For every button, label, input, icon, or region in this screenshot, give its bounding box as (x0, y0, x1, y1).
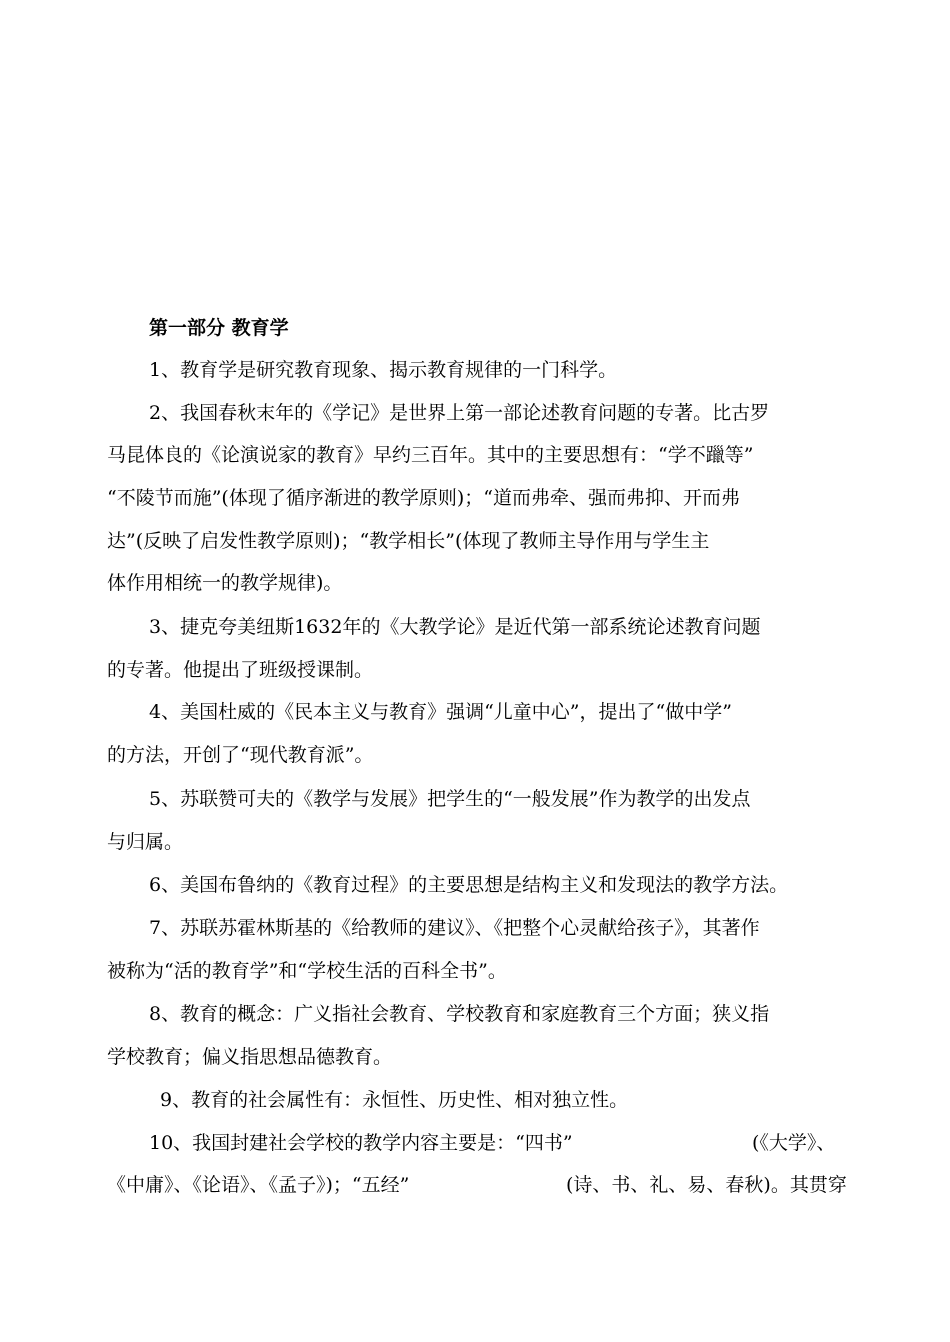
section-heading: 第一部分 教育学 (149, 317, 289, 339)
paragraph-line: 3、捷克夸美纽斯1632年的《大教学论》是近代第一部系统论述教育问题 (149, 616, 761, 638)
paragraph-line: “不陵节而施”(体现了循序渐进的教学原则)；“道而弗牵、强而弗抑、开而弗 (107, 487, 740, 509)
paragraph-line: 学校教育；偏义指思想品德教育。 (107, 1046, 393, 1068)
paragraph-line: 8、教育的概念：广义指社会教育、学校教育和家庭教育三个方面；狭义指 (149, 1003, 770, 1025)
paragraph-line: 4、美国杜威的《民本主义与教育》强调“儿童中心”，提出了“做中学” (149, 701, 732, 723)
paragraph-line: 2、我国春秋末年的《学记》是世界上第一部论述教育问题的专著。比古罗 (149, 402, 770, 424)
paragraph-line: 的方法，开创了“现代教育派”。 (107, 744, 374, 766)
paragraph-line: 5、苏联赞可夫的《教学与发展》把学生的“一般发展”作为教学的出发点 (149, 788, 751, 810)
paragraph-line-fragment: (《大学》、 (752, 1132, 836, 1154)
paragraph-line: 1、教育学是研究教育现象、揭示教育规律的一门科学。 (149, 359, 618, 381)
paragraph-line-fragment: (诗、书、礼、易、春秋)。其贯穿 (566, 1174, 847, 1196)
paragraph-line: 与归属。 (107, 831, 184, 853)
paragraph-line: 体作用相统一的教学规律)。 (107, 572, 343, 594)
paragraph-line: 的专著。他提出了班级授课制。 (107, 659, 374, 681)
paragraph-line: 7、苏联苏霍林斯基的《给教师的建议》、《把整个心灵献给孩子》，其著作 (149, 917, 760, 939)
paragraph-line: 被称为“活的教育学”和“学校生活的百科全书”。 (107, 960, 507, 982)
paragraph-line: 马昆体良的《论演说家的教育》早约三百年。其中的主要思想有：“学不躐等” (107, 444, 754, 466)
paragraph-line: 10、我国封建社会学校的教学内容主要是：“四书” (149, 1132, 573, 1154)
paragraph-line: 9、教育的社会属性有：永恒性、历史性、相对独立性。 (160, 1089, 629, 1111)
paragraph-line: 《中庸》、《论语》、《孟子》)；“五经” (107, 1174, 410, 1196)
paragraph-line: 达”(反映了启发性教学原则)；“教学相长”(体现了教师主导作用与学生主 (107, 530, 710, 552)
paragraph-line: 6、美国布鲁纳的《教育过程》的主要思想是结构主义和发现法的教学方法。 (149, 874, 789, 896)
